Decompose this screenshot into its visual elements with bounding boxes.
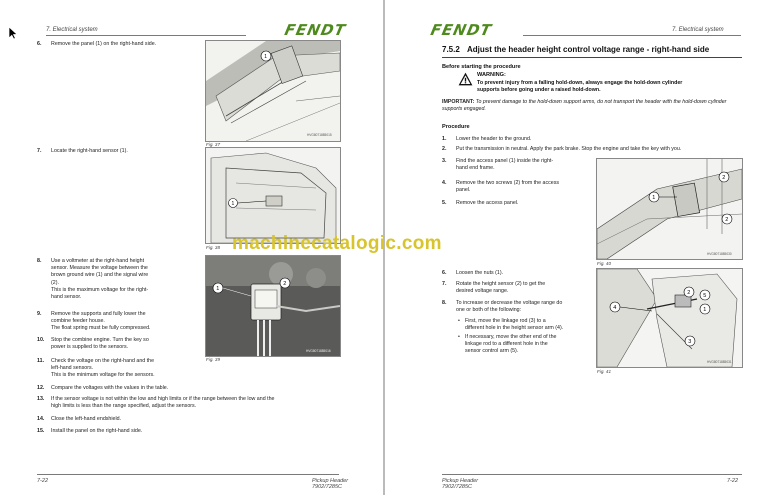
step-number: 1. — [442, 136, 447, 142]
step-number: 15. — [37, 428, 45, 434]
figure-40-code: HVG8071885030 — [707, 252, 732, 256]
step-number: 14. — [37, 416, 45, 422]
step-text: If the sensor voltage is not within the low and high limits or if the range between the low and the high limits is less than the range specified, adjust the sensors. — [51, 396, 275, 410]
step-number: 4. — [442, 180, 447, 186]
step-number: 6. — [442, 270, 447, 276]
step-text: Use a voltmeter at the right-hand height sensor. Measure the voltage between the brown ground wire (1) and the signal wire (2). This is the maximum voltage for the right- hand sensor. — [51, 258, 149, 301]
svg-text:4: 4 — [613, 305, 617, 311]
right-footer-rule — [442, 474, 742, 475]
step-number: 2. — [442, 146, 447, 152]
important-note — [442, 99, 747, 113]
figure-39 — [205, 255, 341, 357]
right-header-rule — [523, 35, 741, 36]
step-text: Install the panel on the right-hand side. — [51, 428, 143, 434]
svg-text:1: 1 — [231, 201, 235, 207]
warning-icon — [458, 72, 473, 86]
step-number: 6. — [37, 41, 42, 47]
sub-item-text: First, move the linkage rod (3) to a different hole in the height sensor arm (4). — [465, 318, 564, 331]
svg-text:2: 2 — [722, 175, 726, 181]
step-text: Stop the combine engine. Turn the key so power is supplied to the sensors. — [51, 337, 149, 351]
svg-text:1: 1 — [652, 195, 656, 201]
watermark: machinecatalogic.com — [232, 233, 442, 254]
left-header-title: 7. Electrical system — [46, 27, 98, 33]
before-heading: Before starting the procedure — [442, 64, 521, 70]
left-logo: FENDT — [283, 21, 348, 39]
step-text: Remove the supports and fully lower the combine feeder house. The float spring must be fully compressed. — [51, 311, 151, 332]
right-page — [385, 0, 768, 495]
svg-text:1: 1 — [703, 307, 707, 313]
right-footer-title: Pickup Header — [442, 478, 479, 484]
left-footer-rule — [37, 474, 339, 475]
figure-41-code: HVG8071885031 — [707, 360, 732, 364]
section-rule — [442, 57, 742, 58]
step-text: Lower the header to the ground. — [456, 136, 532, 142]
figure-38-caption: Fig. 38 — [206, 245, 221, 250]
right-footer-model: 7902/7285C — [442, 484, 472, 490]
step-number: 5. — [442, 200, 447, 206]
left-header-rule — [46, 35, 246, 36]
left-step-11 — [37, 358, 202, 380]
figure-37-code: HVG8071885015 — [307, 133, 332, 137]
right-step-8 — [442, 300, 592, 316]
svg-text:2: 2 — [687, 290, 691, 296]
step-text: Rotate the height sensor (2) to get the desired voltage range. — [456, 281, 546, 295]
step-number: 11. — [37, 358, 45, 364]
figure-37 — [205, 40, 341, 142]
figure-40 — [596, 158, 743, 260]
right-step-4 — [442, 180, 592, 196]
step-number: 9. — [37, 311, 42, 317]
sub-item-text: If necessary, move the other end of the linkage rod to a different hole in the sensor control arm (5). — [465, 334, 557, 354]
step-text: Remove the access panel. — [456, 200, 519, 206]
warning-text: To prevent injury from a falling hold-down, always engage the hold-down cylinder supports before going under a raised hold-down. — [477, 80, 683, 93]
step-number: 10. — [37, 337, 45, 343]
step-number: 8. — [442, 300, 447, 306]
left-step-9 — [37, 311, 202, 333]
step-number: 7. — [37, 148, 42, 154]
important-label: IMPORTANT: — [442, 99, 475, 105]
figure-41 — [596, 268, 743, 368]
svg-text:1: 1 — [264, 54, 268, 60]
figure-39-code: HVG8071885016 — [306, 349, 331, 353]
section-number: 7.5.2 — [442, 45, 460, 54]
figure-39-caption: Fig. 39 — [206, 357, 221, 362]
step-text: To increase or decrease the voltage range do one or both of the following: — [456, 300, 563, 314]
svg-text:1: 1 — [216, 286, 220, 292]
left-step-10 — [37, 337, 202, 353]
left-step-8 — [37, 258, 202, 308]
step-text: Find the access panel (1) inside the right- hand end frame. — [456, 158, 554, 172]
figure-37-caption: Fig. 37 — [206, 142, 221, 147]
step-text: Loosen the nuts (1). — [456, 270, 504, 276]
step-number: 3. — [442, 158, 447, 164]
left-footer-title: Pickup Header — [312, 478, 349, 484]
figure-41-caption: Fig. 41 — [597, 369, 612, 374]
left-footer-page: 7-22 — [37, 478, 49, 484]
figure-38 — [205, 147, 341, 244]
section-title: Adjust the header height control voltage range - right-hand side — [467, 45, 710, 54]
step-text: Locate the right-hand sensor (1). — [51, 148, 128, 154]
step-text: Compare the voltages with the values in the table. — [51, 385, 169, 391]
step-text: Remove the two screws (2) from the access panel. — [456, 180, 560, 194]
svg-text:5: 5 — [703, 293, 707, 299]
step-number: 7. — [442, 281, 447, 287]
bullet-icon: • — [458, 334, 460, 340]
bullet-icon: • — [458, 318, 460, 324]
step-text: Check the voltage on the right-hand and the left-hand sensors. This is the minimum voltage for the sensors. — [51, 358, 155, 379]
right-logo: FENDT — [429, 21, 494, 39]
important-text: To prevent damage to the hold-down support arms, do not transport the header with the hold-down cylinder supports engaged. — [442, 99, 727, 112]
step-text: Put the transmission in neutral. Apply the park brake. Stop the engine and take the key with you. — [456, 146, 682, 152]
right-header-title: 7. Electrical system — [672, 27, 724, 33]
right-step-3 — [442, 158, 592, 174]
right-step-7 — [442, 281, 592, 297]
step-number: 12. — [37, 385, 45, 391]
right-footer-page: 7-22 — [727, 478, 739, 484]
left-step-13 — [37, 396, 367, 412]
svg-text:3: 3 — [688, 339, 692, 345]
svg-text:2: 2 — [283, 281, 287, 287]
procedure-heading: Procedure — [442, 124, 470, 130]
svg-text:2: 2 — [725, 217, 729, 223]
cursor-arrow-icon — [8, 26, 18, 40]
left-footer-model: 7902/7285C — [312, 484, 342, 490]
step-text: Remove the panel (1) on the right-hand side. — [51, 41, 157, 47]
step-number: 13. — [37, 396, 45, 402]
figure-40-caption: Fig. 40 — [597, 261, 612, 266]
warning-title: WARNING: — [477, 72, 506, 78]
step-number: 8. — [37, 258, 42, 264]
step-text: Close the left-hand endshield. — [51, 416, 122, 422]
